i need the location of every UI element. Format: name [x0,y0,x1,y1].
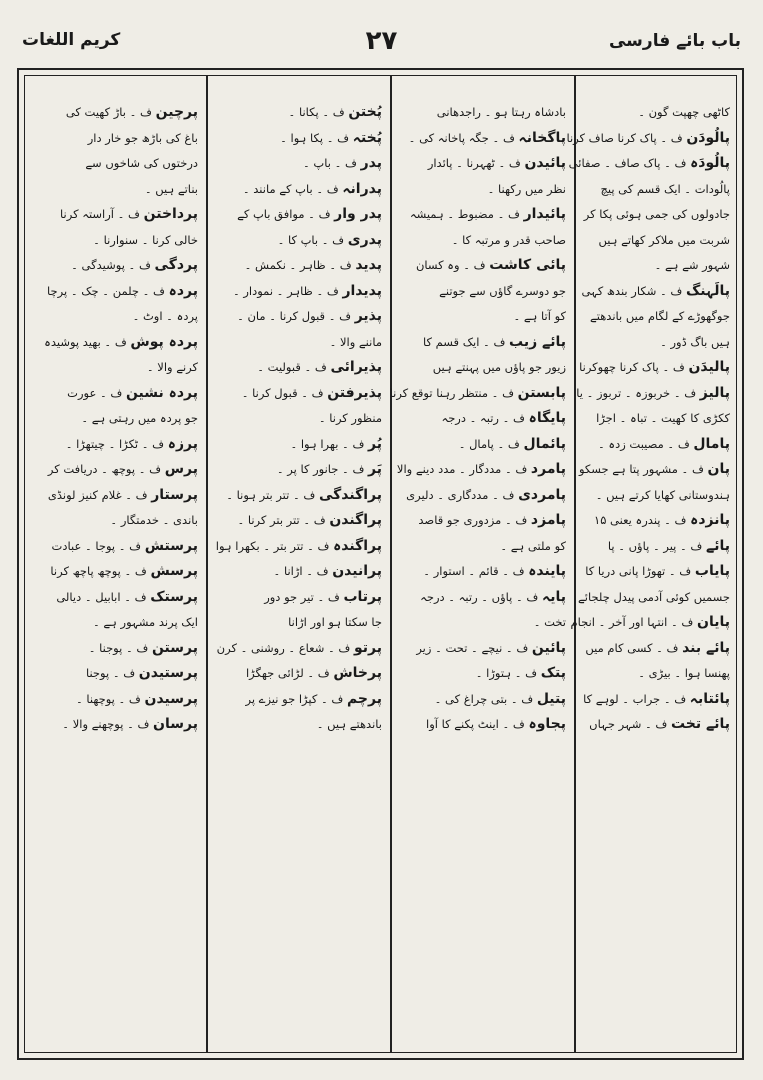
dictionary-line: ہیں باگ ڈور ۔ [660,334,730,349]
headword: پانزدہ [690,512,730,528]
dictionary-line: پرستش ف ۔ پوجا ۔ عبادت [51,537,198,554]
headword: پتک [540,665,566,681]
dictionary-line: پرسش ف ۔ پوچھ پاچھ کرنا [50,563,198,579]
headword: پالَہنگ [685,282,730,299]
dictionary-line: پرچین ف ۔ باڑ کھیت کی [65,104,198,120]
headword: پائین [531,639,566,656]
dictionary-line: پرس ف ۔ پوچھ ۔ دریافت کر [47,461,198,477]
dictionary-line: پردگی ف ۔ پوشیدگی ۔ [71,257,198,273]
headword: پایہ [542,588,566,605]
dictionary-line: پائیدار ف ۔ مضبوط ۔ ہمیشہ [409,206,566,222]
dictionary-line: پرسان ف ۔ پوچھنے والا ۔ [62,716,198,732]
dictionary-line: پرداختن ف ۔ آراستہ کرنا [60,206,198,222]
dictionary-line: پرزہ ف ۔ ٹکڑا ۔ چیتھڑا ۔ [65,435,198,452]
headword: پابستن [517,384,566,401]
dictionary-line: بادشاہ رہتا ہو ۔ راجدھانی [436,105,566,119]
dictionary-line: پراگندگی ف ۔ تتر بتر ہونا ۔ [226,486,382,503]
dictionary-line: پرچم ف ۔ کپڑا جو نیزے پر [245,690,382,707]
headword: پَر [368,461,382,477]
headword: پردہ [168,282,198,299]
headword: پان [707,461,730,477]
dictionary-line: پامزد ف ۔ مزدوری جو قاصد [418,512,566,528]
dictionary-line: ہندوستانی کھایا کرتے ہیں ۔ [595,487,730,502]
headword: پراگندن [329,512,382,528]
headword: پجاوہ [528,716,566,732]
dictionary-line: کو آتا ہے ۔ [513,309,566,323]
dictionary-line: پُر ف ۔ بھرا ہوا ۔ [290,435,382,452]
headword: پرداختن [143,206,198,222]
dictionary-line: پُختہ ف ۔ پکا ہوا ۔ [280,129,382,146]
headword: پرسان [153,716,198,732]
dictionary-line: پردہ پوش ف ۔ بھید پوشیدہ [44,333,198,350]
dictionary-line: پرتاب ف ۔ تیر جو دور [264,588,382,605]
column-1 [566,100,730,1045]
headword: پرچم [346,690,382,707]
dictionary-line: باندی ۔ خدمتگار ۔ [110,513,198,527]
dictionary-line: شربت میں ملاکر کھاتے ہیں [598,232,730,247]
dictionary-line: جسمیں کوئی آدمی پیدل چلجائے [578,589,730,604]
headword: پدری [347,231,382,248]
dictionary-line: خالی کرنا ۔ سنوارنا ۔ [93,232,198,247]
headword: پرسش [150,563,198,579]
headword: پُختن [348,104,382,120]
dictionary-line: پردہ ۔ اوٹ ۔ [132,309,198,323]
dictionary-line: پالَہنگ ف ۔ شکار بندھ کہی [581,282,730,299]
dictionary-line: پامال ف ۔ مصیبت زدہ ۔ [597,435,730,452]
dictionary-line: پدر ف ۔ باپ ۔ [303,155,382,171]
dictionary-line: جادولوں کی جمی ہوئی پکا کر [583,207,730,221]
dictionary-line: پایگاہ ف ۔ رتبہ ۔ درجہ [441,410,566,426]
headword: پایندہ [528,563,566,579]
dictionary-line: کاٹھی چھپت گون ۔ [638,105,730,119]
dictionary-line: ککڑی کا کھیت ۔ تباہ ۔ اجڑا [596,411,730,425]
headword: پائمال [523,435,566,452]
dictionary-line: پتک ف ۔ ہتوڑا ۔ [475,665,566,681]
dictionary-line: کرنے والا ۔ [146,360,198,374]
dictionary-line: پدیدار ف ۔ ظاہر ۔ نمودار ۔ [232,282,382,299]
headword: پایاب [694,563,730,579]
column-rule [574,76,576,1052]
headword: پردہ نشین [125,384,198,401]
headword: پراگندہ [333,537,382,554]
headword: پرزہ [167,435,198,452]
dictionary-line: پائین ف ۔ نیچے ۔ تحت ۔ زیر [416,639,566,656]
dictionary-line: پایندہ ف ۔ قائم ۔ استوار ۔ [423,563,566,579]
dictionary-line: پائے تخت ف ۔ شہر جہاں [589,716,730,732]
headword: پالیز [699,384,730,401]
dictionary-line: بناتے ہیں ۔ [144,181,198,196]
dictionary-line: پتیل ف ۔ بتی چراغ کی ۔ [434,690,566,707]
dictionary-line: پرستار ف ۔ غلام کنیز لونڈی [47,486,198,503]
headword: پائتابہ [689,690,730,707]
dictionary-line: پذیر ف ۔ قبول کرنا ۔ مان ۔ [237,308,382,324]
dictionary-line: پذیرفتن ف ۔ قبول کرنا ۔ [241,384,382,401]
column-4 [32,100,198,1045]
dictionary-line: پدری ف ۔ باپ کا ۔ [277,231,382,248]
headword: پایگاہ [528,410,566,426]
headword: پردگی [154,257,198,273]
dictionary-line: پائی کاشت ف ۔ وہ کسان [415,257,566,273]
dictionary-line: پامرد ف ۔ مددگار ۔ مدد دینے والا [396,461,566,477]
dictionary-line: پائے بند ف ۔ کسی کام میں [585,639,730,656]
dictionary-line: پابستن ف ۔ منتظر رہنا توقع کرنا [389,384,566,401]
column-rule [390,76,392,1052]
headword: پائے [706,537,730,554]
headword: پالُودَن [686,129,730,146]
running-head-section: باب بائے فارسی [608,31,741,51]
column-3 [214,100,382,1045]
dictionary-line: شہور شے ہے ۔ [654,258,730,272]
dictionary-line: پالُودات ۔ ایک قسم کی پیچ [600,181,730,196]
headword: پایان [697,614,730,630]
headword: پراگندگی [318,486,382,503]
headword: پدیدار [342,282,382,299]
headword: پدرانہ [342,180,382,197]
dictionary-line: پائے ف ۔ پیر ۔ پاؤں ۔ پا [607,537,730,554]
dictionary-line: پالُودَن ف ۔ پاک کرنا صاف کرنا [566,129,730,146]
dictionary-line: پرتو ف ۔ شعاع ۔ روشنی ۔ کرن [216,639,382,656]
dictionary-line: پدر وار ف ۔ موافق باپ کے [237,206,382,222]
dictionary-line: پرانیدن ف ۔ اڑانا ۔ [273,563,382,579]
dictionary-line: جا سکتا ہو اور اڑانا [288,615,382,629]
dictionary-line: پراگندن ف ۔ تتر بتر کرنا ۔ [237,512,382,528]
headword: پامردی [518,486,566,503]
headword: پرسیدن [144,690,198,707]
headword: پُختہ [352,129,382,146]
dictionary-line: پائتابہ ف ۔ جراب ۔ لوہے کا [583,690,730,707]
dictionary-line: پامردی ف ۔ مددگاری ۔ دلیری [406,486,566,503]
headword: پذیر [354,308,382,324]
dictionary-line: پرستن ف ۔ پوجنا ۔ [88,639,198,656]
dictionary-line: درختوں کی شاخوں سے [85,156,198,170]
headword: پائے بند [682,639,730,656]
headword: پاگخانہ [518,129,566,146]
dictionary-line: تخت ۔ [533,615,566,629]
dictionary-line: زیور جو پاؤں میں پہنتے ہیں [432,360,566,374]
headword: پذیرائی [330,359,382,375]
headword: پرستن [151,639,198,656]
page-number: ۲۷ [365,26,398,56]
headword: پرانیدن [332,563,382,579]
headword: پالیدَن [688,359,730,375]
dictionary-line: باغ کی باڑھ جو خار دار [87,130,198,145]
headword: پامال [693,435,730,452]
dictionary-line: پالُودَہ ف ۔ پاک صاف ۔ صفائی [568,155,730,171]
headword: پتیل [536,690,566,707]
headword: پامرد [530,461,566,477]
headword: پُر [368,435,382,452]
column-2 [389,100,566,1045]
column-rule [206,76,208,1052]
dictionary-line: پایان ف ۔ انتہا اور آخر ۔ انجام [570,614,730,630]
dictionary-line: پدرانہ ف ۔ باپ کے مانند ۔ [242,180,382,197]
headword: پائے تخت [670,716,730,732]
dictionary-line: پراگندہ ف ۔ تتر بتر ۔ بکھرا ہوا [215,537,382,554]
dictionary-line: پالیز ف ۔ خربوزہ ۔ تربوز ۔ یا [576,384,730,401]
headword: پذیرفتن [327,384,382,401]
dictionary-line: پائمال ف ۔ پامال ۔ [458,435,566,452]
dictionary-line: پردہ ف ۔ چلمن ۔ چک ۔ پرچا [47,282,198,299]
headword: پائیدن [524,155,566,171]
dictionary-line: ایک پرند مشہور ہے ۔ [93,615,198,629]
dictionary-line: پھنسا ہوا ۔ بیڑی ۔ [638,666,730,680]
dictionary-line: پائیدن ف ۔ ٹھہرنا ۔ پائدار [427,155,566,171]
dictionary-line: باندھتے ہیں ۔ [316,717,382,731]
dictionary-line: پان ف ۔ مشہور پتا ہے جسکو [578,461,730,477]
dictionary-line: ماننے والا ۔ [329,334,382,349]
headword: پدر [360,155,382,171]
dictionary-line: پدید ف ۔ ظاہر ۔ نکمش ۔ [244,257,382,273]
dictionary-line: پایہ ف ۔ پاؤں ۔ رتبہ ۔ درجہ [420,588,566,605]
headword: پرستش [144,537,198,554]
headword: پدر وار [334,206,382,222]
dictionary-line: پالیدَن ف ۔ پاک کرنا چھوکرنا [579,359,730,375]
headword: پرستک [150,588,198,605]
headword: پرچین [155,104,198,120]
dictionary-line: پَر ف ۔ جانور کا پر ۔ [276,461,382,477]
dictionary-line: پایاب ف ۔ تھوڑا پانی دریا کا [585,563,730,579]
dictionary-line: پذیرائی ف ۔ قبولیت ۔ [257,359,382,375]
dictionary-line: پائے زیب ف ۔ ایک قسم کا [423,333,566,350]
dictionary-line: کو ملتی ہے ۔ [500,538,566,553]
headword: پرستار [151,486,198,503]
dictionary-line: پاگخانہ ف ۔ جگہ پاخانہ کی ۔ [408,129,566,146]
dictionary-line: نظر میں رکھنا ۔ [487,181,566,196]
headword: پدید [355,257,382,273]
dictionary-line: پرستیدن ف ۔ پوجنا [85,665,198,681]
headword: پائی کاشت [489,257,566,273]
dictionary-line: منظور کرنا ۔ [318,411,382,425]
running-head-title: کریم اللغات [22,30,121,50]
headword: پرستیدن [138,665,198,681]
dictionary-line: پردہ نشین ف ۔ عورت [67,384,198,401]
dictionary-line: جو پردہ میں رہتی ہے ۔ [81,411,198,425]
headword: پامزد [530,512,566,528]
dictionary-line: پانزدہ ف ۔ پندرہ یعنی ۱۵ [594,512,730,528]
dictionary-line: صاحب قدر و مرتبہ کا ۔ [451,232,566,247]
dictionary-line: پُختن ف ۔ پکانا ۔ [288,104,382,120]
dictionary-line: پجاوہ ف ۔ اینٹ پکنے کا آوا [426,716,566,732]
dictionary-line: پرسیدن ف ۔ پوچھنا ۔ [75,690,198,707]
headword: پرخاش [333,665,382,681]
headword: پالُودَہ [690,155,730,171]
headword: پرتو [354,639,382,656]
headword: پائے زیب [509,333,566,350]
dictionary-line: جوگھوڑے کے لگام میں باندھتے [590,309,730,323]
dictionary-line: پرخاش ف ۔ لڑائی جھگڑا [245,665,382,681]
headword: پرتاب [343,588,382,605]
headword: پرس [164,461,198,477]
dictionary-line: پرستک ف ۔ ابابیل ۔ دیالی [56,588,198,605]
dictionary-line: جو دوسرے گاؤں سے جوتنے [439,283,566,298]
headword: پائیدار [523,206,566,222]
headword: پردہ پوش [130,333,198,350]
